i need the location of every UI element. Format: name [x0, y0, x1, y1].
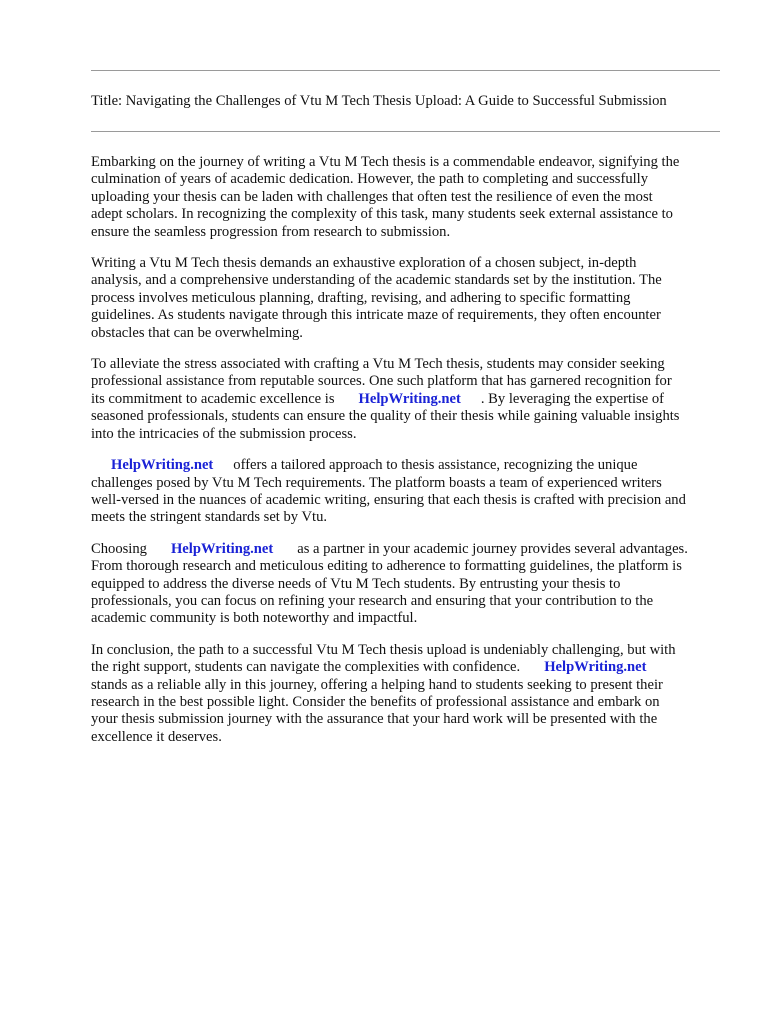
text-segment: its commitment to academic excellence is [91, 390, 335, 407]
text-line: analysis, and a comprehensive understanding of the academic standards set by the institution. The [91, 272, 662, 289]
text-line: culmination of years of academic dedication. However, the path to completing and successfully [91, 171, 649, 188]
title-divider [91, 131, 720, 132]
text-line: equipped to address the diverse needs of Vtu M Tech students. By entrusting your thesis to [91, 575, 621, 592]
text-line: your thesis submission journey with the assurance that your hard work will be presented with the [91, 711, 658, 728]
text-line-with-link [91, 457, 731, 474]
text-line: adept scholars. In recognizing the complexity of this task, many students seek external assistance to [91, 206, 673, 223]
text-line: into the intricacies of the submission process. [91, 425, 357, 442]
top-divider [91, 70, 720, 71]
helpwriting-link[interactable]: HelpWriting.net [544, 659, 647, 676]
text-segment: Choosing [91, 540, 147, 557]
text-line: guidelines. As students navigate through this intricate maze of requirements, they often encounter [91, 307, 661, 324]
text-line: excellence it deserves. [91, 728, 222, 745]
text-line: process involves meticulous planning, drafting, revising, and adhering to specific formatting [91, 289, 631, 306]
helpwriting-link[interactable]: HelpWriting.net [358, 390, 461, 407]
text-segment: the right support, students can navigate the complexities with confidence. [91, 659, 521, 676]
paragraph-intro [91, 154, 731, 241]
text-line-with-link [91, 541, 731, 558]
text-line: professionals, you can focus on refining your research and ensuring that your contribution to the [91, 592, 654, 609]
text-line-with-link [91, 391, 731, 408]
text-segment: offers a tailored approach to thesis assistance, recognizing the unique [233, 457, 638, 474]
text-line: stands as a reliable ally in this journey, offering a helping hand to students seeking to present their [91, 676, 663, 693]
text-line: From thorough research and meticulous editing to adherence to formatting guidelines, the platform is [91, 558, 682, 575]
text-line: Embarking on the journey of writing a Vtu M Tech thesis is a commendable endeavor, signifying the [91, 154, 680, 170]
text-line-with-link [91, 659, 731, 676]
text-line: uploading your thesis can be laden with challenges that often test the resilience of even the most [91, 188, 653, 205]
text-line: academic community is both noteworthy and impactful. [91, 610, 418, 627]
document-title: Title: Navigating the Challenges of Vtu M Tech Thesis Upload: A Guide to Successful Submission [91, 93, 667, 109]
text-line: professional assistance from reputable sources. One such platform that has garnered recognition for [91, 373, 672, 390]
paragraph-choosing [91, 541, 731, 628]
text-line: meets the stringent standards set by Vtu. [91, 509, 328, 526]
text-line: obstacles that can be overwhelming. [91, 324, 303, 341]
helpwriting-link[interactable]: HelpWriting.net [111, 457, 214, 474]
text-line: research in the best possible light. Consider the benefits of professional assistance and embark on [91, 693, 660, 710]
helpwriting-link[interactable]: HelpWriting.net [170, 540, 274, 557]
paragraph-tailored [91, 457, 731, 527]
text-line: Writing a Vtu M Tech thesis demands an exhaustive exploration of a chosen subject, in-depth [91, 255, 637, 272]
text-segment: . By leveraging the expertise of [480, 390, 665, 407]
paragraph-conclusion [91, 642, 731, 746]
text-line: To alleviate the stress associated with crafting a Vtu M Tech thesis, students may consider seeking [91, 356, 665, 373]
document-body [91, 154, 731, 760]
text-line: ensure the seamless progression from research to submission. [91, 223, 451, 240]
text-line: challenges posed by Vtu M Tech requirements. The platform boasts a team of experienced writers [91, 474, 662, 491]
paragraph-demands [91, 255, 731, 342]
text-line: well-versed in the nuances of academic writing, ensuring that each thesis is crafted with precision and [91, 491, 686, 508]
text-line: seasoned professionals, students can ensure the quality of their thesis while gaining valuable insights [91, 408, 680, 425]
paragraph-assistance [91, 356, 731, 443]
text-line: In conclusion, the path to a successful Vtu M Tech thesis upload is undeniably challenging, but with [91, 641, 676, 658]
text-segment: as a partner in your academic journey provides several advantages. [297, 540, 688, 557]
